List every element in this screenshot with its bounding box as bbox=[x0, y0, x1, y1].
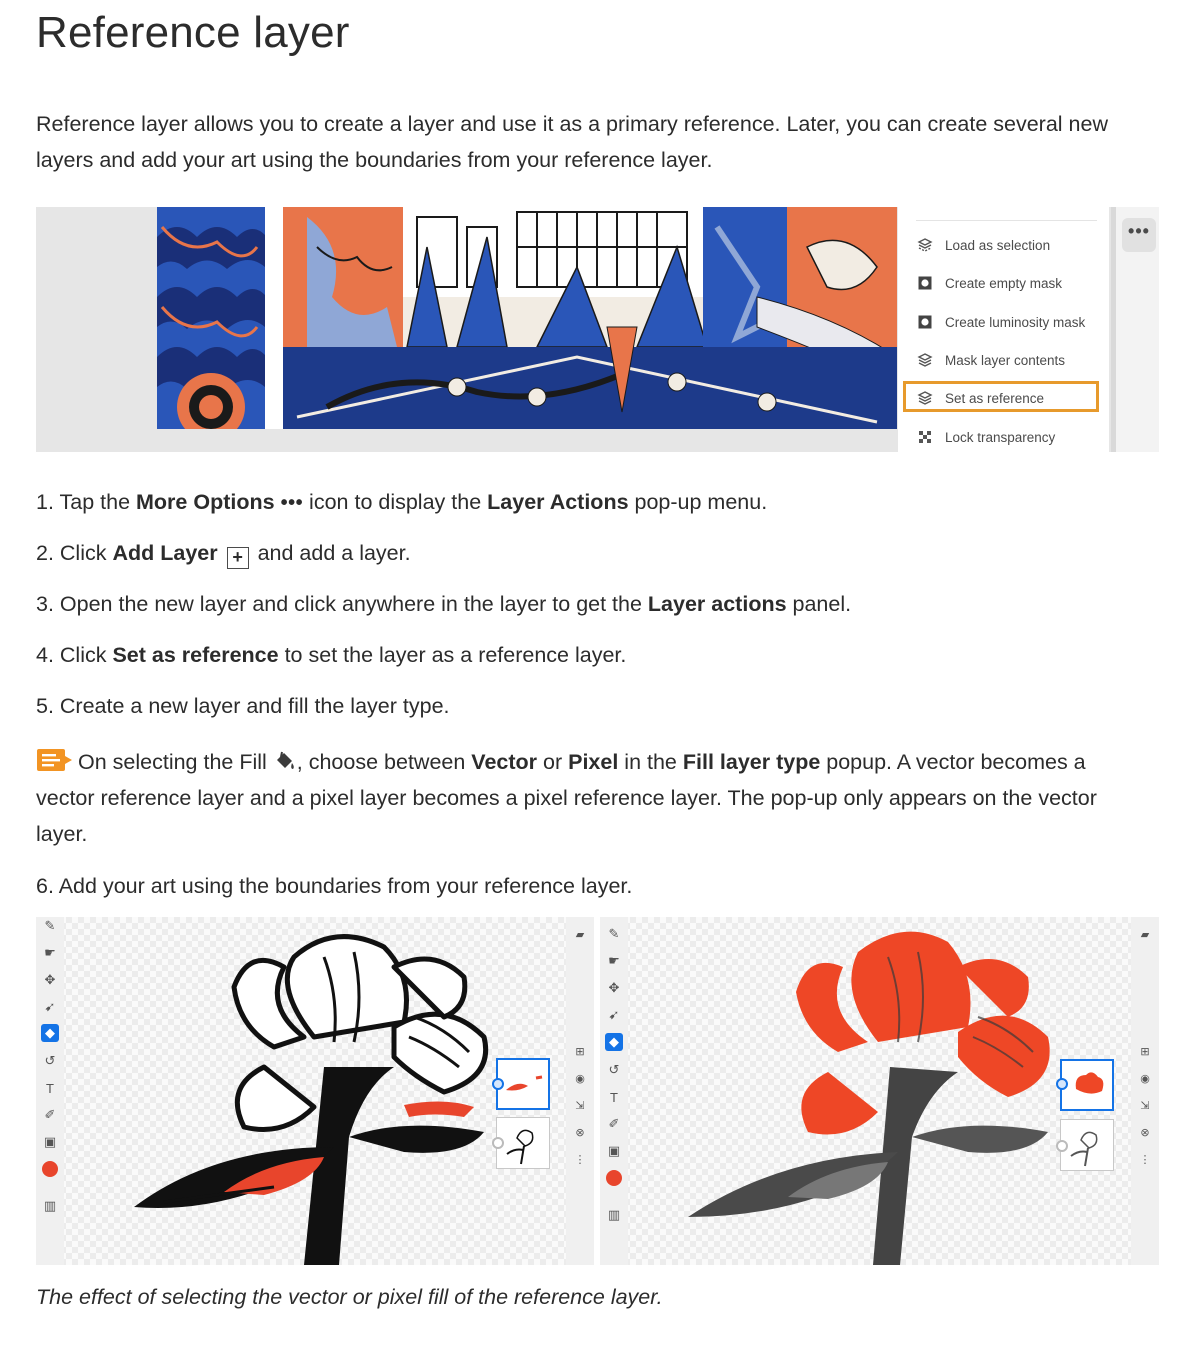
menu-item-lock-transparency[interactable] bbox=[916, 425, 1055, 449]
note-text: On selecting the Fill bbox=[78, 750, 273, 774]
color-swatch[interactable] bbox=[606, 1170, 622, 1186]
layers-panel-edge bbox=[1111, 207, 1159, 452]
menu-item-create-luminosity-mask[interactable] bbox=[916, 310, 1085, 334]
note-bold: Pixel bbox=[568, 750, 619, 774]
note-bold: Fill layer type bbox=[682, 750, 821, 774]
lasso-icon[interactable]: ➹ bbox=[608, 1007, 620, 1022]
step-bold: Add Layer bbox=[112, 541, 218, 565]
note-text: popup. A vector becomes a vector reference layer and a pixel layer becomes a pixel reference layer. The pop-up only appears on the vector layer. bbox=[36, 750, 1097, 846]
layer-select-dot[interactable] bbox=[1056, 1078, 1068, 1090]
step-2 bbox=[36, 538, 411, 569]
tool-bar bbox=[36, 917, 64, 1265]
note-bold: Vector bbox=[471, 750, 538, 774]
reference-layers-icon bbox=[916, 389, 934, 407]
lock-transparency-icon bbox=[916, 428, 934, 446]
layer-thumbnail-fill[interactable] bbox=[1060, 1059, 1114, 1111]
step-bold: Layer actions bbox=[647, 592, 787, 616]
intro-paragraph: Reference layer allows you to create a layer and use it as a primary reference. Later, you can create several new layers and add your art using the boundaries from your reference layer. bbox=[36, 112, 1108, 172]
comment-icon[interactable]: ▰ bbox=[1140, 929, 1150, 941]
layer-select-dot[interactable] bbox=[492, 1078, 504, 1090]
merge-icon[interactable]: ⇲ bbox=[1140, 1100, 1150, 1112]
eraser-icon[interactable]: ↺ bbox=[44, 1053, 56, 1068]
vector-fill-canvas bbox=[36, 917, 594, 1265]
menu-item-label: Lock transparency bbox=[945, 429, 1056, 445]
image-icon[interactable]: ▣ bbox=[43, 1134, 57, 1149]
step-text: panel. bbox=[786, 592, 852, 616]
menu-divider bbox=[916, 220, 1097, 221]
more-icon[interactable]: ⋮ bbox=[1139, 1154, 1151, 1166]
step-text: 3. Open the new layer and click anywhere in the layer to get the bbox=[36, 592, 648, 616]
step-3 bbox=[36, 589, 851, 619]
eraser-icon[interactable]: ↺ bbox=[608, 1062, 620, 1077]
adjust-icon[interactable]: ▥ bbox=[607, 1207, 621, 1222]
note-text: in the bbox=[618, 750, 683, 774]
brush-icon[interactable]: ✎ bbox=[608, 926, 620, 941]
tool-bar bbox=[600, 917, 628, 1265]
menu-item-label: Load as selection bbox=[945, 237, 1051, 253]
move-icon[interactable]: ✥ bbox=[44, 972, 56, 987]
figure-caption: The effect of selecting the vector or pixel fill of the reference layer. bbox=[36, 1285, 663, 1309]
more-options-icon: ••• bbox=[280, 492, 304, 514]
empty-mask-icon bbox=[916, 274, 934, 292]
adjust-icon[interactable]: ▥ bbox=[43, 1198, 57, 1213]
page-title: Reference layer bbox=[36, 8, 350, 57]
step-1 bbox=[36, 487, 767, 518]
step-5: 5. Create a new layer and fill the layer type. bbox=[36, 694, 450, 718]
pixel-fill-canvas bbox=[600, 917, 1159, 1265]
menu-item-label: Set as reference bbox=[945, 390, 1045, 406]
step-text: to set the layer as a reference layer. bbox=[278, 643, 627, 667]
visibility-icon[interactable]: ◉ bbox=[1140, 1073, 1150, 1085]
artwork-illustration bbox=[157, 207, 897, 429]
merge-icon[interactable]: ⇲ bbox=[575, 1100, 585, 1112]
note-text: , choose between bbox=[296, 750, 472, 774]
vector-flower-art bbox=[64, 917, 566, 1265]
layer-actions-menu bbox=[898, 207, 1109, 452]
comment-icon[interactable]: ▰ bbox=[575, 929, 585, 941]
color-swatch[interactable] bbox=[42, 1161, 58, 1177]
fill-tool-icon[interactable]: ◆ bbox=[605, 1033, 623, 1051]
panel-divider bbox=[1111, 207, 1116, 452]
step-text: 4. Click bbox=[36, 643, 113, 667]
step-bold: Set as reference bbox=[112, 643, 279, 667]
step-text: 1. Tap the bbox=[36, 490, 137, 514]
visibility-icon[interactable]: ◉ bbox=[575, 1073, 585, 1085]
pixel-flower-art bbox=[628, 917, 1130, 1265]
menu-item-load-as-selection[interactable] bbox=[916, 233, 1050, 257]
step-6: 6. Add your art using the boundaries from your reference layer. bbox=[36, 874, 633, 898]
mask-icon[interactable]: ⊗ bbox=[1140, 1127, 1150, 1139]
brush-icon[interactable]: ✎ bbox=[44, 918, 56, 933]
eyedropper-icon[interactable]: ✐ bbox=[44, 1107, 56, 1122]
menu-item-label: Mask layer contents bbox=[945, 352, 1066, 368]
step-bold: More Options bbox=[136, 490, 275, 514]
right-panel bbox=[1131, 917, 1159, 1265]
note-text: or bbox=[537, 750, 569, 774]
step-text: 2. Click bbox=[36, 541, 113, 565]
layers-select-icon bbox=[916, 236, 934, 254]
fill-icon bbox=[273, 749, 297, 773]
layer-select-dot[interactable] bbox=[492, 1137, 504, 1149]
layer-thumbnail-fill[interactable] bbox=[496, 1058, 550, 1110]
note-icon bbox=[36, 748, 72, 772]
menu-item-set-as-reference[interactable] bbox=[916, 386, 1044, 410]
menu-item-create-empty-mask[interactable] bbox=[916, 271, 1062, 295]
mask-contents-icon bbox=[916, 351, 934, 369]
more-options-button[interactable]: ••• bbox=[1122, 218, 1156, 252]
mask-icon[interactable]: ⊗ bbox=[575, 1127, 585, 1139]
layer-thumbnail-reference[interactable] bbox=[1060, 1119, 1114, 1171]
move-icon[interactable]: ✥ bbox=[608, 980, 620, 995]
hero-figure bbox=[36, 207, 1159, 452]
step-text: and add a layer. bbox=[251, 541, 411, 565]
text-tool-icon[interactable]: T bbox=[46, 1080, 54, 1096]
step-4 bbox=[36, 640, 626, 670]
menu-item-mask-layer-contents[interactable] bbox=[916, 348, 1065, 372]
layer-thumbnail-reference[interactable] bbox=[496, 1117, 550, 1169]
smudge-icon[interactable]: ☛ bbox=[44, 945, 56, 960]
step-bold: Layer Actions bbox=[487, 490, 629, 514]
add-layer-icon[interactable]: ⊞ bbox=[1140, 1046, 1150, 1058]
add-layer-icon: + bbox=[227, 547, 249, 569]
image-icon[interactable]: ▣ bbox=[607, 1143, 621, 1158]
more-icon[interactable]: ⋮ bbox=[574, 1154, 586, 1166]
smudge-icon[interactable]: ☛ bbox=[608, 953, 620, 968]
note-paragraph bbox=[36, 744, 1136, 852]
right-panel bbox=[566, 917, 594, 1265]
menu-item-label: Create luminosity mask bbox=[945, 314, 1086, 330]
luminosity-mask-icon bbox=[916, 313, 934, 331]
text-tool-icon[interactable]: T bbox=[610, 1089, 618, 1105]
layer-select-dot[interactable] bbox=[1056, 1140, 1068, 1152]
menu-item-label: Create empty mask bbox=[945, 275, 1063, 291]
step-text: icon to display the bbox=[303, 490, 488, 514]
eyedropper-icon[interactable]: ✐ bbox=[608, 1116, 620, 1131]
fill-tool-icon[interactable]: ◆ bbox=[41, 1024, 59, 1042]
add-layer-icon[interactable]: ⊞ bbox=[575, 1046, 585, 1058]
lasso-icon[interactable]: ➹ bbox=[44, 999, 56, 1014]
step-text: pop-up menu. bbox=[628, 490, 768, 514]
